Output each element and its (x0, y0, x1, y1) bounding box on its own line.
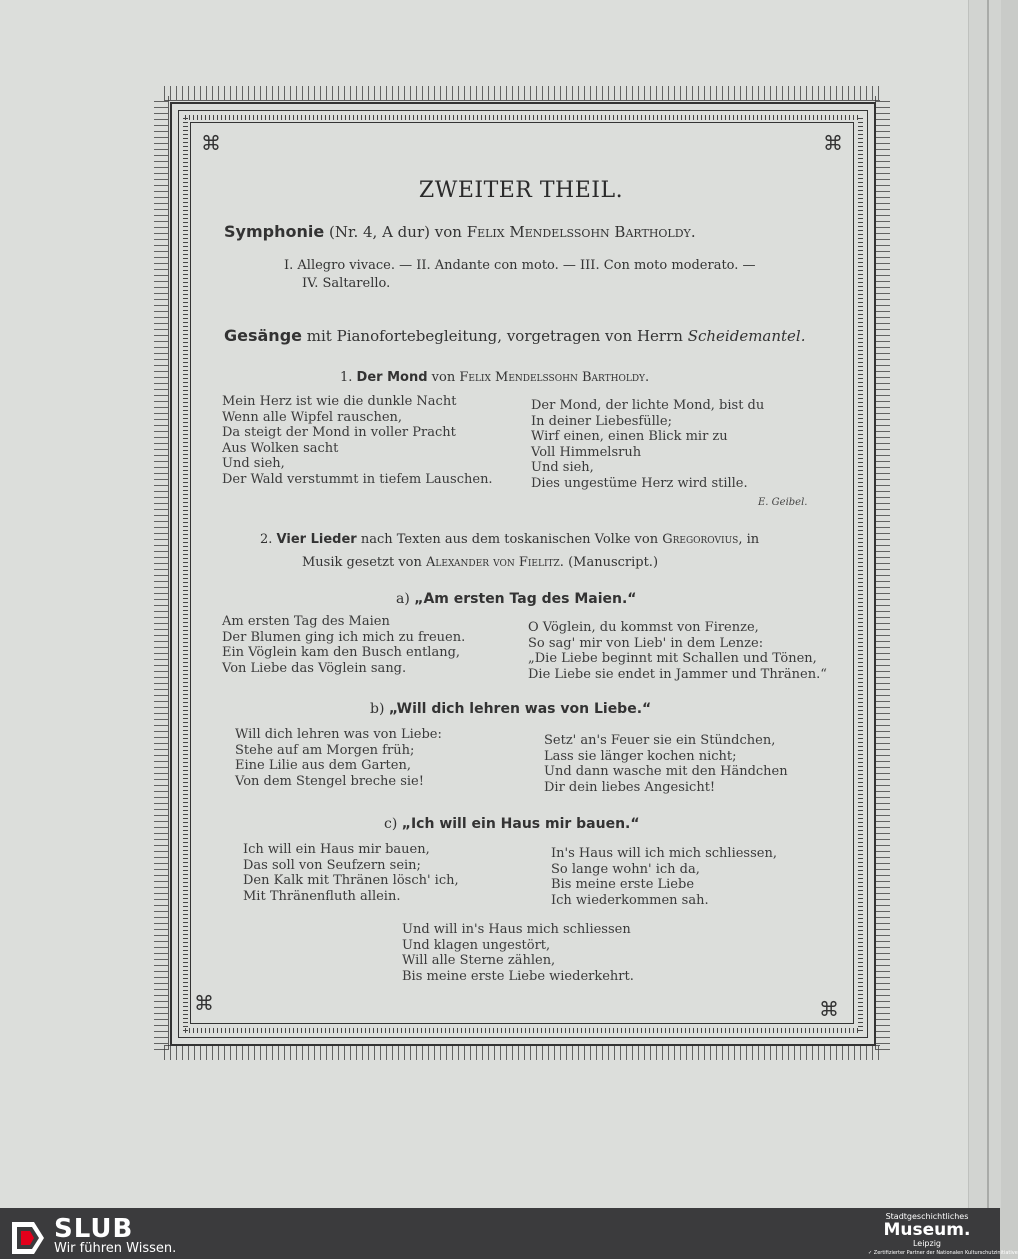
verse-line: Mit Thränenfluth allein. (243, 888, 401, 904)
verse-line: Voll Himmelsruh (531, 444, 642, 460)
slub-brand[interactable]: SLUB (54, 1214, 134, 1244)
song1-poet: E. Geibel. (758, 497, 808, 508)
corner-ornament-icon: ⌘ (823, 131, 843, 155)
museum-name: Museum. (883, 1220, 971, 1240)
verse-line: Dir dein liebes Angesicht! (544, 779, 716, 795)
song2-text2: in (746, 532, 760, 547)
song2-author: Gregorovius, (662, 532, 743, 547)
corner-ornament-icon: ⌘ (819, 997, 839, 1021)
verse-line: Lass sie länger kochen nicht; (544, 748, 737, 764)
song1-von: von (431, 370, 456, 385)
part-c-title: „Ich will ein Haus mir bauen.“ (401, 816, 640, 832)
song1-title: Der Mond (356, 370, 428, 385)
symphony-detail: (Nr. 4, A dur) von (328, 223, 462, 241)
symphony-movements-1: I. Allegro vivace. — II. Andante con moto. — III. Con moto moderato. — (284, 258, 756, 273)
slub-tagline: Wir führen Wissen. (54, 1241, 177, 1256)
verse-line: Eine Lilie aus dem Garten, (235, 758, 411, 774)
part-b-verse-left (235, 727, 442, 789)
verse-line: Der Wald verstummt in tiefem Lauschen. (222, 471, 493, 487)
part-c-letter: c) (384, 816, 398, 832)
part-c-heading (384, 816, 640, 832)
part-a-title: „Am ersten Tag des Maien.“ (414, 591, 637, 607)
verse-line: „Die Liebe beginnt mit Schallen und Tönen, (528, 651, 817, 667)
museum-logo[interactable] (868, 1212, 1018, 1256)
verse-line: Setz' an's Feuer sie ein Stündchen, (544, 733, 776, 748)
verse-line: So sag' mir von Lieb' in dem Lenze: (528, 635, 764, 651)
symphony-label: Symphonie (224, 222, 325, 241)
verse-line: Stehe auf am Morgen früh; (235, 742, 415, 758)
verse-line: Der Blumen ging ich mich zu freuen. (222, 629, 466, 645)
verse-line: In deiner Liebesfülle; (531, 413, 672, 429)
part-a-letter: a) (396, 591, 410, 607)
symphony-movements-2: IV. Saltarello. (302, 276, 391, 291)
verse-line: Das soll von Seufzern sein; (243, 857, 421, 873)
song1-heading (340, 370, 649, 385)
verse-line: In's Haus will ich mich schliessen, (551, 846, 777, 861)
songs-line (224, 326, 806, 345)
part-b-verse-right (544, 733, 788, 795)
museum-city: Leipzig (912, 1239, 942, 1248)
song2-heading (260, 532, 759, 547)
song2-composer: Alexander von Fielitz. (426, 555, 564, 570)
symphony-line (224, 222, 696, 241)
verse-line: Ein Vöglein kam den Busch entlang, (222, 645, 461, 661)
song2-subline (302, 555, 658, 570)
part-a-verse-right (528, 620, 827, 682)
song2-number: 2. (260, 532, 273, 547)
corner-ornament-icon: ⌘ (194, 991, 214, 1015)
song1-number: 1. (340, 370, 353, 385)
song1-verse-left (222, 394, 493, 488)
part-b-title: „Will dich lehren was von Liebe.“ (388, 701, 652, 717)
verse-line: Den Kalk mit Thränen lösch' ich, (243, 873, 459, 889)
page-title: ZWEITER THEIL. (418, 178, 624, 203)
verse-line: Bis meine erste Liebe (551, 877, 695, 893)
verse-line: Will dich lehren was von Liebe: (235, 727, 442, 742)
verse-line: Der Mond, der lichte Mond, bist du (531, 398, 765, 413)
verse-line: Und dann wasche mit den Händchen (544, 764, 788, 780)
part-a-heading (396, 591, 637, 607)
part-a-verse-left (222, 614, 465, 676)
verse-line: Will alle Sterne zählen, (402, 953, 556, 969)
songs-singer: Scheidemantel. (687, 327, 806, 345)
part-b-letter: b) (370, 701, 385, 717)
verse-line: Da steigt der Mond in voller Pracht (222, 425, 456, 441)
verse-line: Und sieh, (531, 460, 594, 476)
corner-ornament-icon: ⌘ (201, 131, 221, 155)
verse-line: Die Liebe sie endet in Jammer und Thränen.“ (528, 666, 827, 682)
museum-top-text: Stadtgeschichtliches (885, 1212, 969, 1221)
songs-detail: mit Pianofortebegleitung, vorgetragen von Herrn (306, 327, 683, 345)
part-c-verse-final (402, 922, 634, 984)
verse-line: Ich will ein Haus mir bauen, (243, 842, 430, 857)
verse-line: So lange wohn' ich da, (551, 861, 700, 877)
footer-bar (0, 1208, 1018, 1259)
song1-verse-right (531, 398, 764, 492)
part-c-verse-right (551, 846, 777, 908)
page-edge (968, 0, 1001, 1208)
verse-line: Von Liebe das Vöglein sang. (222, 660, 407, 676)
verse-line: Und klagen ungestört, (402, 937, 551, 953)
song2-title: Vier Lieder (276, 532, 357, 547)
song2-line2-a: Musik gesetzt von (302, 555, 422, 570)
verse-line: Mein Herz ist wie die dunkle Nacht (222, 394, 457, 409)
song2-line2-b: (Manuscript.) (568, 555, 659, 570)
verse-line: O Vöglein, du kommst von Firenze, (528, 620, 759, 635)
verse-line: Dies ungestüme Herz wird stille. (531, 475, 748, 491)
verse-line: Ich wiederkommen sah. (551, 892, 709, 908)
verse-line: Von dem Stengel breche sie! (235, 773, 424, 789)
verse-line: Wirf einen, einen Blick mir zu (531, 429, 728, 445)
part-b-heading (370, 701, 651, 717)
verse-line: Und will in's Haus mich schliessen (402, 922, 631, 937)
part-c-verse-left (243, 842, 459, 904)
symphony-composer: Felix Mendelssohn Bartholdy. (466, 223, 696, 241)
slub-logo-icon[interactable] (10, 1220, 46, 1256)
song1-composer: Felix Mendelssohn Bartholdy. (459, 370, 650, 385)
verse-line: Wenn alle Wipfel rauschen, (222, 409, 403, 425)
songs-label: Gesänge (224, 326, 302, 345)
song2-text1: nach Texten aus dem toskanischen Volke von (360, 532, 659, 547)
museum-certification: ✓ Zertifizierter Partner der Nationalen Kulturschutzinitiative (868, 1250, 1018, 1256)
verse-line: Und sieh, (222, 456, 285, 472)
verse-line: Am ersten Tag des Maien (222, 614, 390, 629)
verse-line: Bis meine erste Liebe wiederkehrt. (402, 968, 634, 984)
verse-line: Aus Wolken sacht (222, 440, 339, 456)
